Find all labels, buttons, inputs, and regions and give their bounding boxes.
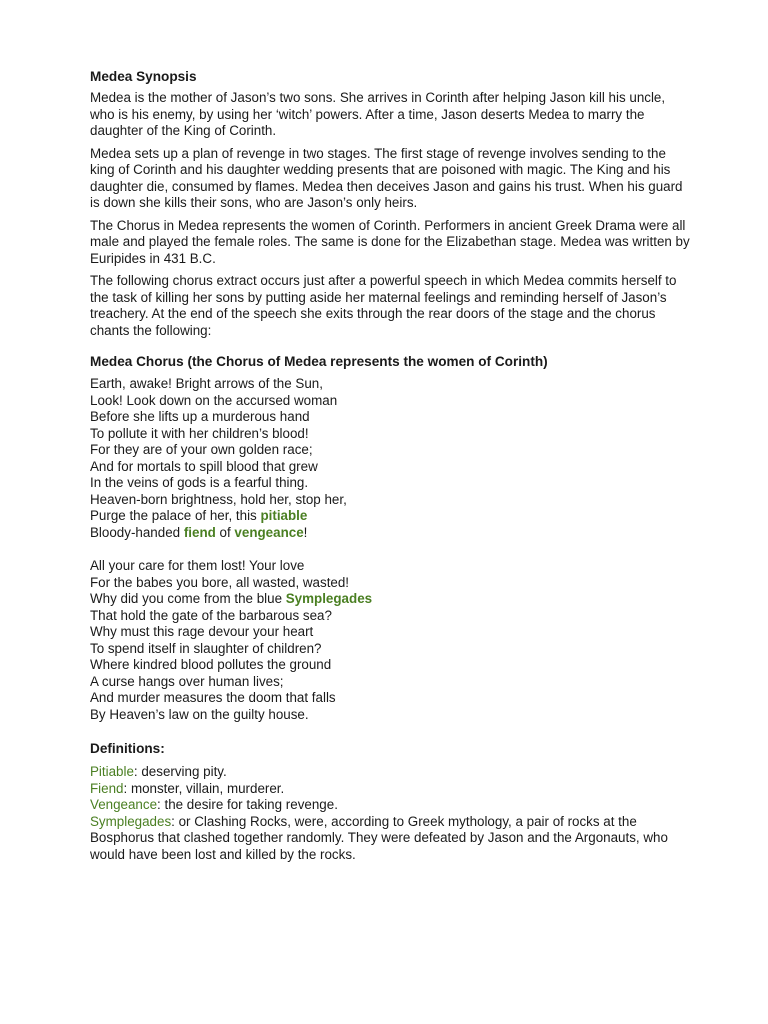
synopsis-paragraph: The following chorus extract occurs just after a powerful speech in which Medea commits herself to the task of killing her sons by putting aside her maternal feelings and reminding herself of Jason’s treachery. At the end of the speech she exits through the rear doors of the stage and the chorus chants the following: (90, 273, 677, 338)
synopsis-paragraph: The Chorus in Medea represents the women of Corinth. Performers in ancient Greek Drama were all male and played the female roles. The same is done for the Elizabethan stage. Medea was written by Euripides in 431 B.C. (90, 217, 690, 266)
poem-line: Before she lifts up a murderous hand (90, 409, 310, 424)
definition-text: : or Clashing Rocks, were, according to Greek mythology, a pair of rocks at the Bosphorus that clashed together randomly. They were defeated by Jason and the Argonauts, who would have been lost and killed by the rocks. (90, 813, 668, 862)
chorus-stanza-1 (90, 376, 690, 541)
poem-line: In the veins of gods is a fearful thing. (90, 475, 309, 490)
definition-item (90, 764, 690, 781)
chorus-heading: Medea Chorus (the Chorus of Medea represents the women of Corinth) (90, 354, 548, 369)
definition-term: Fiend (90, 780, 124, 796)
chorus-stanza-2 (90, 558, 690, 723)
definitions-list (90, 764, 690, 863)
definition-item (90, 781, 690, 798)
highlighted-word: fiend (183, 524, 216, 540)
page-title: Medea Synopsis (90, 69, 197, 84)
highlighted-word: Symplegades (285, 591, 373, 606)
definition-text: : monster, villain, murderer. (123, 780, 285, 796)
highlighted-word: vengeance (234, 524, 304, 540)
poem-line: That hold the gate of the barbarous sea? (90, 607, 332, 623)
highlighted-word: pitiable (260, 508, 308, 523)
synopsis-paragraph: Medea sets up a plan of revenge in two stages. The first stage of revenge involves sending to the king of Corinth and his daughter wedding presents that are poisoned with magic. The King and his daughter die, consumed by flames. Medea then deceives Jason and gains his trust. When his guard is down she kills their sons, who are Jason’s only heirs. (90, 145, 683, 210)
document-page (90, 68, 690, 863)
poem-text: Bloody-handed (90, 524, 184, 540)
poem-line (90, 591, 690, 608)
definition-term: Vengeance (90, 797, 158, 812)
definition-term: Pitiable (90, 764, 134, 779)
definitions-heading: Definitions: (90, 741, 165, 756)
poem-line (90, 508, 690, 525)
poem-text: Purge the palace of her, this (90, 508, 261, 523)
poem-line: Earth, awake! Bright arrows of the Sun, (90, 376, 323, 391)
poem-text: Why did you come from the blue (90, 591, 286, 606)
poem-line: Where kindred blood pollutes the ground (90, 657, 332, 672)
poem-text: ! (303, 524, 308, 540)
poem-line: For the babes you bore, all wasted, wasted! (90, 574, 350, 590)
synopsis-paragraph: Medea is the mother of Jason’s two sons. She arrives in Corinth after helping Jason kill his uncle, who is his enemy, by using her ‘witch’ powers. After a time, Jason deserts Medea to marry the daughter of the King of Corinth. (90, 90, 666, 138)
definition-item (90, 814, 690, 864)
poem-line: A curse hangs over human lives; (90, 673, 284, 689)
poem-line: Look! Look down on the accursed woman (90, 392, 338, 408)
poem-line: Why must this rage devour your heart (90, 624, 314, 639)
poem-line: By Heaven’s law on the guilty house. (90, 706, 309, 722)
poem-line: All your care for them lost! Your love (90, 558, 305, 573)
definition-text: : deserving pity. (133, 764, 227, 779)
definition-text: : the desire for taking revenge. (157, 797, 338, 812)
poem-line: Heaven-born brightness, hold her, stop her, (90, 491, 347, 507)
definition-term: Symplegades (90, 813, 172, 829)
poem-line: And for mortals to spill blood that grew (90, 458, 318, 474)
poem-line: And murder measures the doom that falls (90, 690, 336, 705)
definition-item (90, 797, 690, 814)
poem-line: To pollute it with her children’s blood! (90, 425, 309, 441)
poem-line: For they are of your own golden race; (90, 442, 313, 457)
poem-line: To spend itself in slaughter of children? (90, 640, 322, 656)
poem-line (90, 525, 690, 542)
poem-text: of (215, 524, 235, 540)
